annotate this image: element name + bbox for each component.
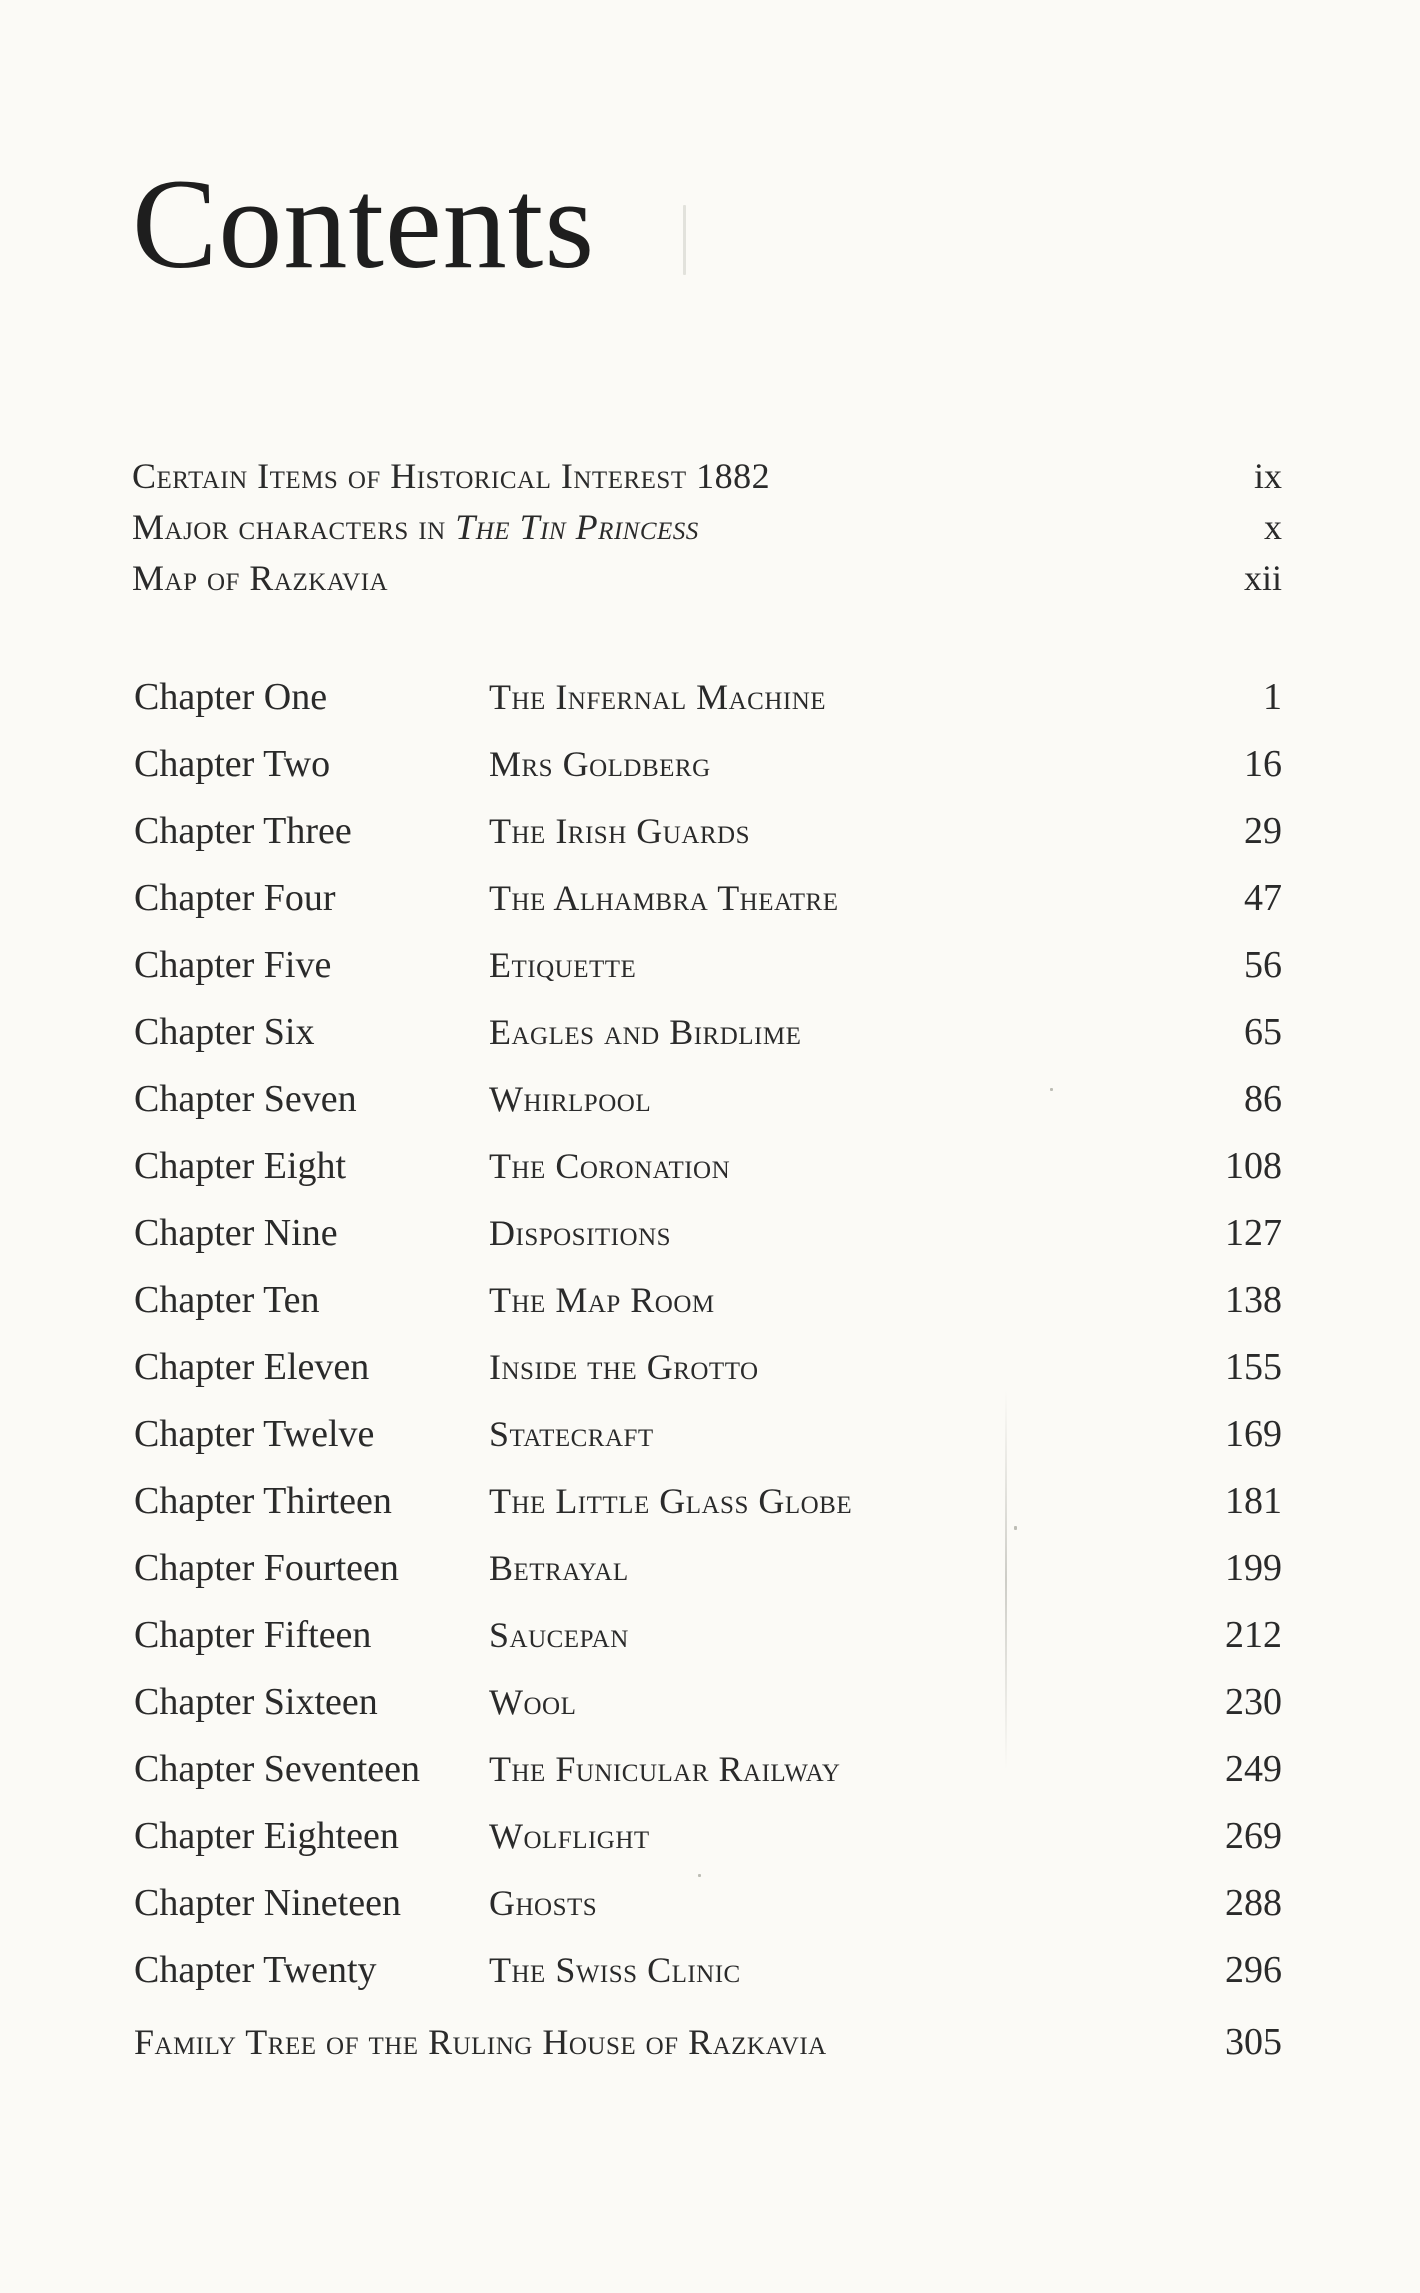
chapter-row[interactable] [134, 1211, 1282, 1278]
chapter-title: Eagles and Birdlime [489, 1012, 802, 1052]
chapter-row[interactable] [134, 1814, 1282, 1881]
front-matter-page: ix [1253, 456, 1282, 496]
front-matter-label: Major characters in The Tin Princess [132, 507, 699, 547]
chapter-row[interactable] [134, 876, 1282, 943]
back-matter-page: 305 [1225, 2021, 1282, 2063]
chapter-number: Chapter Four [134, 877, 336, 919]
chapter-title: The Coronation [489, 1146, 731, 1186]
chapter-number: Chapter Nineteen [134, 1882, 401, 1924]
chapter-number: Chapter Twenty [134, 1949, 377, 1991]
page-title: Contents [132, 153, 596, 295]
chapter-page: 127 [1225, 1212, 1282, 1254]
front-matter-list [132, 455, 1282, 608]
chapter-number: Chapter Eight [134, 1145, 347, 1187]
chapter-page: 155 [1225, 1346, 1282, 1388]
chapter-page: 86 [1244, 1078, 1282, 1120]
front-matter-page: xii [1243, 558, 1282, 598]
chapter-row[interactable] [134, 1948, 1282, 2015]
chapter-row[interactable] [134, 1010, 1282, 1077]
chapter-title: Saucepan [489, 1615, 629, 1655]
chapter-page: 212 [1225, 1614, 1282, 1656]
chapter-page: 138 [1225, 1279, 1282, 1321]
back-matter-label: Family Tree of the Ruling House of Razkavia [134, 2022, 827, 2062]
chapter-page: 108 [1225, 1145, 1282, 1187]
chapter-title: Whirlpool [489, 1079, 652, 1119]
chapter-page: 56 [1244, 944, 1282, 986]
chapter-row[interactable] [134, 1278, 1282, 1345]
chapter-page: 181 [1225, 1480, 1282, 1522]
chapter-title: Betrayal [489, 1548, 629, 1588]
chapter-row[interactable] [134, 1412, 1282, 1479]
chapter-row[interactable] [134, 1881, 1282, 1948]
chapter-row[interactable] [134, 1747, 1282, 1814]
chapter-row[interactable] [134, 1345, 1282, 1412]
chapter-number: Chapter Fourteen [134, 1547, 399, 1589]
chapter-page: 288 [1225, 1882, 1282, 1924]
chapter-number: Chapter Nine [134, 1212, 338, 1254]
chapter-title: The Map Room [489, 1280, 715, 1320]
chapter-row[interactable] [134, 943, 1282, 1010]
chapter-row[interactable] [134, 1077, 1282, 1144]
chapter-number: Chapter Five [134, 944, 332, 986]
chapter-number: Chapter Two [134, 743, 331, 785]
chapter-title: Etiquette [489, 945, 637, 985]
chapter-title: Ghosts [489, 1883, 598, 1923]
chapter-number: Chapter Six [134, 1011, 315, 1053]
chapter-number: Chapter Thirteen [134, 1480, 392, 1522]
front-matter-item[interactable] [132, 557, 1282, 608]
chapter-page: 230 [1225, 1681, 1282, 1723]
chapter-title: Mrs Goldberg [489, 744, 711, 784]
chapter-title: The Swiss Clinic [489, 1950, 741, 1990]
chapter-page: 199 [1225, 1547, 1282, 1589]
chapter-list [134, 675, 1282, 2015]
chapter-row[interactable] [134, 675, 1282, 742]
chapter-row[interactable] [134, 742, 1282, 809]
chapter-row[interactable] [134, 1613, 1282, 1680]
chapter-number: Chapter One [134, 676, 328, 718]
chapter-row[interactable] [134, 809, 1282, 876]
chapter-title: Wool [489, 1682, 577, 1722]
chapter-number: Chapter Ten [134, 1279, 320, 1321]
chapter-row[interactable] [134, 1144, 1282, 1211]
front-matter-label: Map of Razkavia [132, 558, 389, 598]
chapter-title: Inside the Grotto [489, 1347, 759, 1387]
chapter-page: 249 [1225, 1748, 1282, 1790]
chapter-number: Chapter Sixteen [134, 1681, 378, 1723]
chapter-number: Chapter Eleven [134, 1346, 370, 1388]
front-matter-page: x [1264, 507, 1282, 547]
chapter-page: 269 [1225, 1815, 1282, 1857]
chapter-page: 29 [1244, 810, 1282, 852]
front-matter-item[interactable] [132, 455, 1282, 506]
chapter-title: Statecraft [489, 1414, 654, 1454]
front-matter-item[interactable] [132, 506, 1282, 557]
paper-speck [683, 205, 686, 275]
chapter-page: 296 [1225, 1949, 1282, 1991]
chapter-page: 65 [1244, 1011, 1282, 1053]
chapter-number: Chapter Three [134, 810, 352, 852]
chapter-row[interactable] [134, 1546, 1282, 1613]
chapter-row[interactable] [134, 1680, 1282, 1747]
front-matter-label: Certain Items of Historical Interest 1882 [132, 456, 771, 496]
chapter-page: 47 [1244, 877, 1282, 919]
chapter-number: Chapter Eighteen [134, 1815, 399, 1857]
chapter-number: Chapter Fifteen [134, 1614, 372, 1656]
chapter-title: Dispositions [489, 1213, 672, 1253]
chapter-page: 16 [1244, 743, 1282, 785]
chapter-number: Chapter Twelve [134, 1413, 375, 1455]
chapter-page: 169 [1225, 1413, 1282, 1455]
chapter-title: The Alhambra Theatre [489, 878, 839, 918]
chapter-number: Chapter Seventeen [134, 1748, 420, 1790]
chapter-row[interactable] [134, 1479, 1282, 1546]
chapter-number: Chapter Seven [134, 1078, 357, 1120]
chapter-title: The Funicular Railway [489, 1749, 841, 1789]
chapter-title: Wolflight [489, 1816, 650, 1856]
chapter-title: The Infernal Machine [489, 677, 827, 717]
back-matter-item[interactable] [134, 2020, 1282, 2064]
chapter-title: The Little Glass Globe [489, 1481, 853, 1521]
chapter-page: 1 [1263, 676, 1282, 718]
chapter-title: The Irish Guards [489, 811, 751, 851]
book-title: The Tin Princess [455, 507, 699, 547]
